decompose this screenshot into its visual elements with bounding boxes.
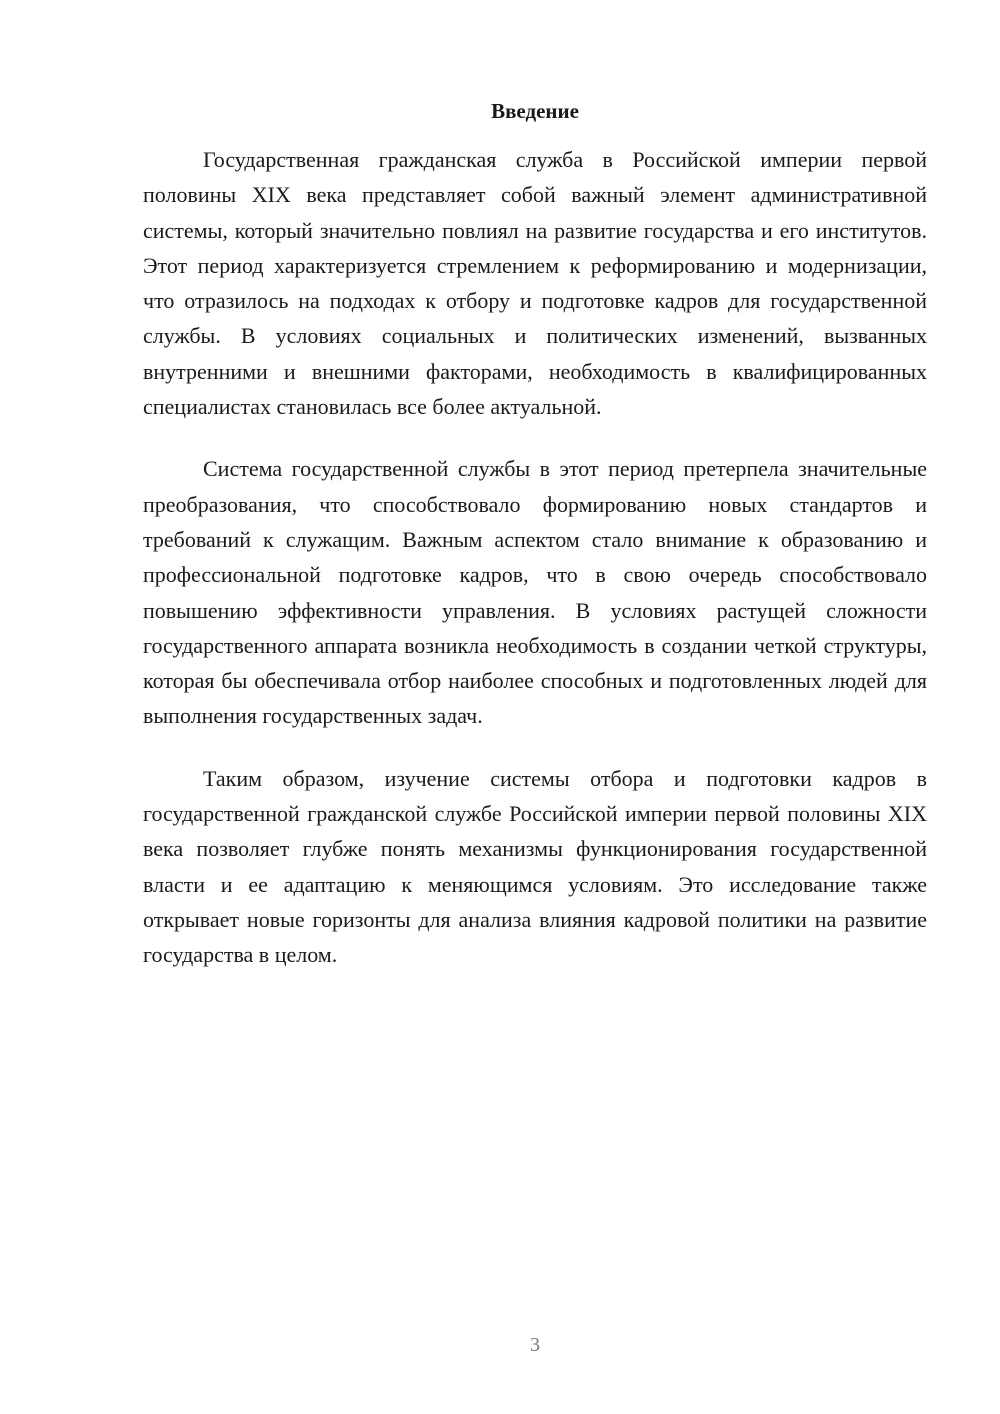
paragraph-2: Система государственной службы в этот период претерпела значительные преобразования, что способствовало формированию новых стандартов и требований к служащим. Важным аспектом стало внимание к образованию и профессиональной подготовке кадров, что в свою очередь способствовало повышению эффективности управления. В условиях растущей сложности государственного аппарата возникла необходимость в создании четкой структуры, которая бы обеспечивала отбор наиболее способных и подготовленных людей для выполнения государственных задач. — [143, 456, 927, 729]
paragraph-3: Таким образом, изучение системы отбора и подготовки кадров в государственной гражданской службе Российской империи первой половины XIX века позволяет глубже понять механизмы функционирования государственной власти и ее адаптацию к меняющимся условиям. Это исследование также открывает новые горизонты для анализа влияния кадровой политики на развитие государства в целом. — [143, 765, 927, 968]
section-heading: Введение — [491, 99, 579, 123]
paragraph-1: Государственная гражданская служба в Российской империи первой половины XIX века представляет собой важный элемент административной системы, который значительно повлиял на развитие государства и его институтов. Этот период характеризуется стремлением к реформированию и модернизации, что отразилось на подходах к отбору и подготовке кадров для государственной службы. В условиях социальных и политических изменений, вызванных внутренними и внешними факторами, необходимость в квалифицированных специалистах становилась все более актуальной. — [143, 147, 927, 420]
document-body — [143, 142, 927, 1000]
page-number: 3 — [530, 1334, 540, 1356]
